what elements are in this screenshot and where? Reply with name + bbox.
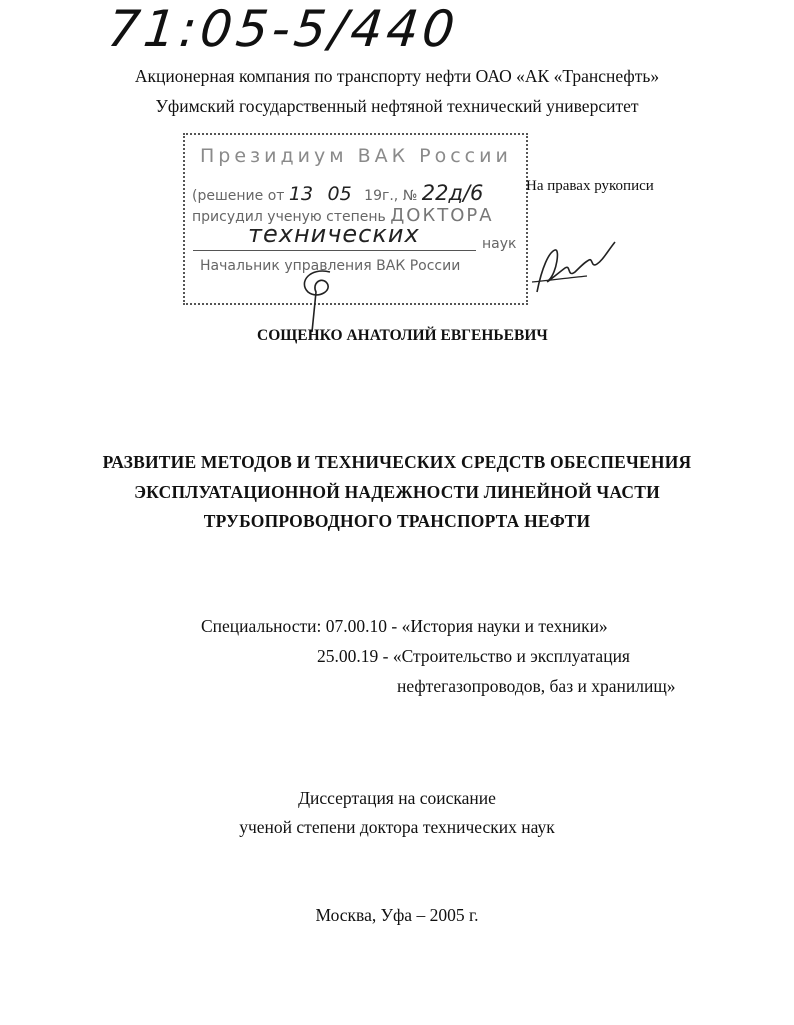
stamp-chief-line: Начальник управления ВАК России	[200, 258, 461, 274]
stamp-decision-year-suffix: г., №	[381, 188, 418, 204]
title-line-1: РАЗВИТИЕ МЕТОДОВ И ТЕХНИЧЕСКИХ СРЕДСТВ ОБЕСПЕЧЕНИЯ	[102, 452, 692, 472]
stamp-decision-prefix: (решение от	[192, 188, 285, 204]
place-year: Москва, Уфа – 2005 г.	[315, 905, 479, 925]
specialties-label-line: Специальности: 07.00.10 - «История науки и техники»	[201, 616, 608, 636]
stamp-field-handwritten: технических	[248, 220, 420, 248]
university-line: Уфимский государственный нефтяной технический университет	[155, 96, 639, 116]
approval-signature-icon	[527, 232, 622, 302]
specialty-line-3: нефтегазопроводов, баз и хранилищ»	[397, 676, 676, 696]
title-line-2: ЭКСПЛУАТАЦИОННОЙ НАДЕЖНОСТИ ЛИНЕЙНОЙ ЧАСТИ	[134, 482, 660, 502]
specialty-line-2: 25.00.19 - «Строительство и эксплуатация	[317, 646, 630, 666]
stamp-decision-number: 22д/6	[421, 181, 484, 205]
dissertation-line-2: ученой степени доктора технических наук	[239, 817, 555, 837]
dissertation-line-1: Диссертация на соискание	[298, 788, 496, 808]
author-name: СОЩЕНКО АНАТОЛИЙ ЕВГЕНЬЕВИЧ	[257, 327, 548, 344]
stamp-header: Президиум ВАК России	[200, 145, 512, 167]
stamp-decision-line	[192, 181, 483, 205]
organization-line: Акционерная компания по транспорту нефти ОАО «АК «Транснефть»	[134, 66, 660, 86]
stamp-decision-month: 05	[327, 183, 352, 205]
stamp-field-underline	[193, 250, 476, 251]
stamp-field-suffix: наук	[482, 236, 517, 252]
stamp-decision-day: 13	[288, 183, 314, 205]
title-line-3: ТРУБОПРОВОДНОГО ТРАНСПОРТА НЕФТИ	[203, 511, 591, 531]
stamp-award-prefix: присудил ученую степень	[192, 209, 386, 225]
stamp-decision-year-prefix: 19	[364, 188, 382, 204]
manuscript-note: На правах рукописи	[526, 178, 654, 194]
stamp-awarded-degree: ДОКТОРА	[390, 205, 494, 226]
archive-number: 71:05-5/440	[104, 0, 462, 58]
